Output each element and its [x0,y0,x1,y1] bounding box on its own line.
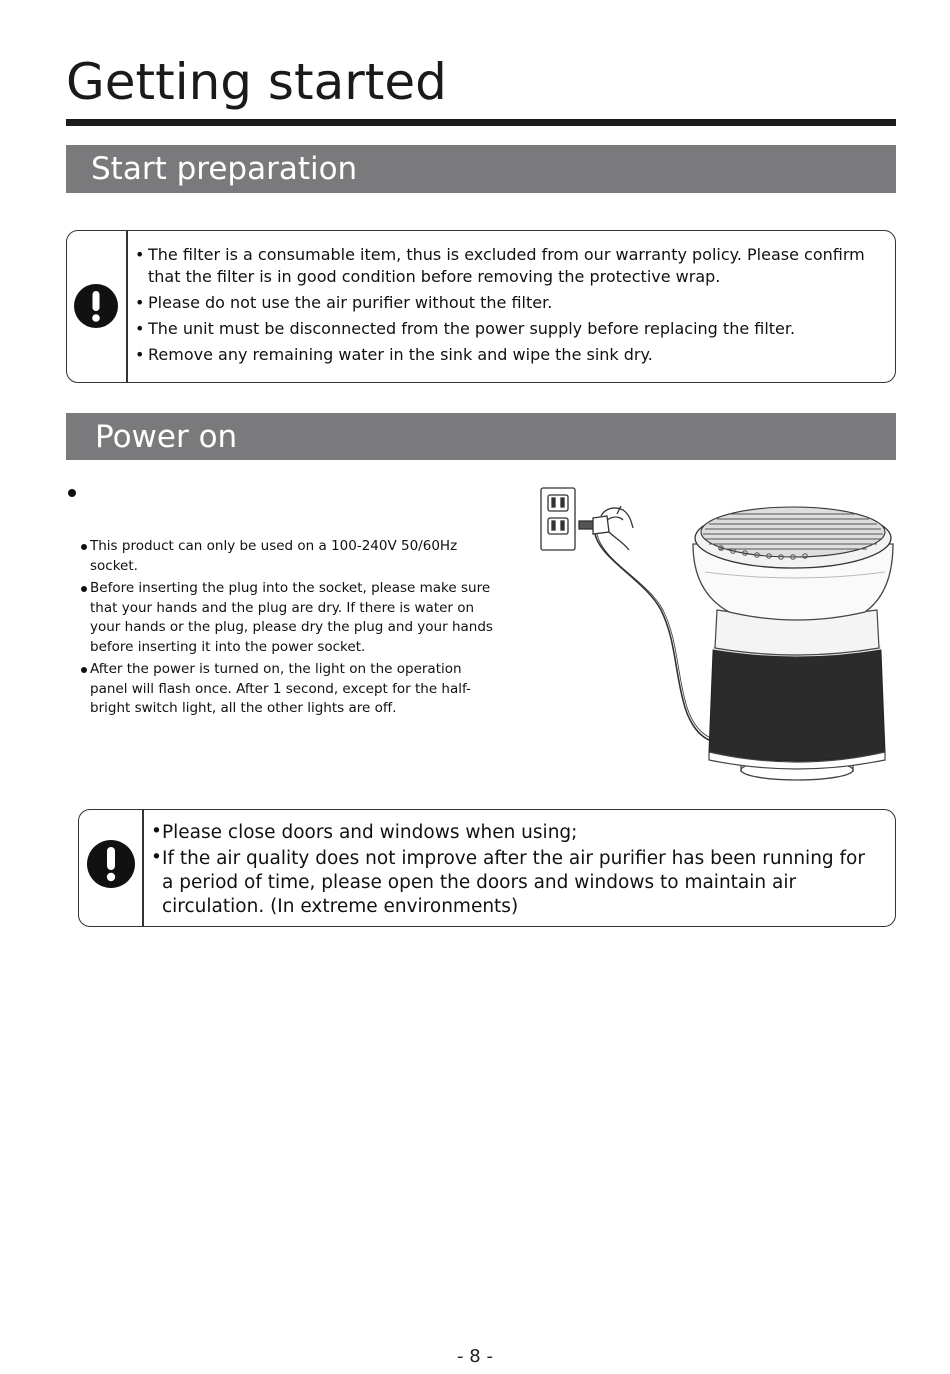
list-item: • Remove any remaining water in the sink and wipe the sink dry. [135,344,885,366]
notice-list [135,244,885,370]
warning-notice-usage [78,809,896,927]
title-rule [66,119,896,126]
purifier-filter-body [709,644,885,761]
list-item: • The filter is a consumable item, thus is excluded from our warranty policy. Please confirm that the filter is in good condition before removing the protective wrap. [135,244,885,288]
section-heading-power-on: Power on [66,413,896,460]
section-heading-start-preparation: Start preparation [66,145,896,193]
air-purifier-illustration [535,480,895,794]
notice-divider [142,810,144,926]
plug-and-hand-icon [579,506,633,550]
list-item: After the power is turned on, the light on the operation panel will flash once. After 1 second, except for the half-bright switch light, all the other lights are off. [80,660,500,719]
notice-list [151,821,881,921]
list-item: Before inserting the plug into the socket, please make sure that your hands and the plug are dry. If there is water on your hands or the plug, please dry the plug and your hands before inserting it into the power socket. [80,579,500,657]
exclamation-icon [86,839,136,893]
page-number: - 8 - [457,1346,493,1367]
list-item: • If the air quality does not improve after the air purifier has been running for a period of time, please open the doors and windows to maintain air circulation. (In extreme environments) [151,847,881,919]
wall-socket-icon [541,488,575,550]
exclamation-icon [73,283,119,333]
bullet-marker [68,489,76,497]
list-item: • Please close doors and windows when using; [151,821,881,845]
notice-divider [126,231,128,382]
warning-notice-filter [66,230,896,383]
list-item: This product can only be used on a 100-240V 50/60Hz socket. [80,537,500,576]
power-on-instructions [80,537,500,722]
page-title: Getting started [66,53,447,111]
list-item: • Please do not use the air purifier without the filter. [135,292,885,314]
list-item: • The unit must be disconnected from the power supply before replacing the filter. [135,318,885,340]
air-purifier-drawing [535,480,895,790]
